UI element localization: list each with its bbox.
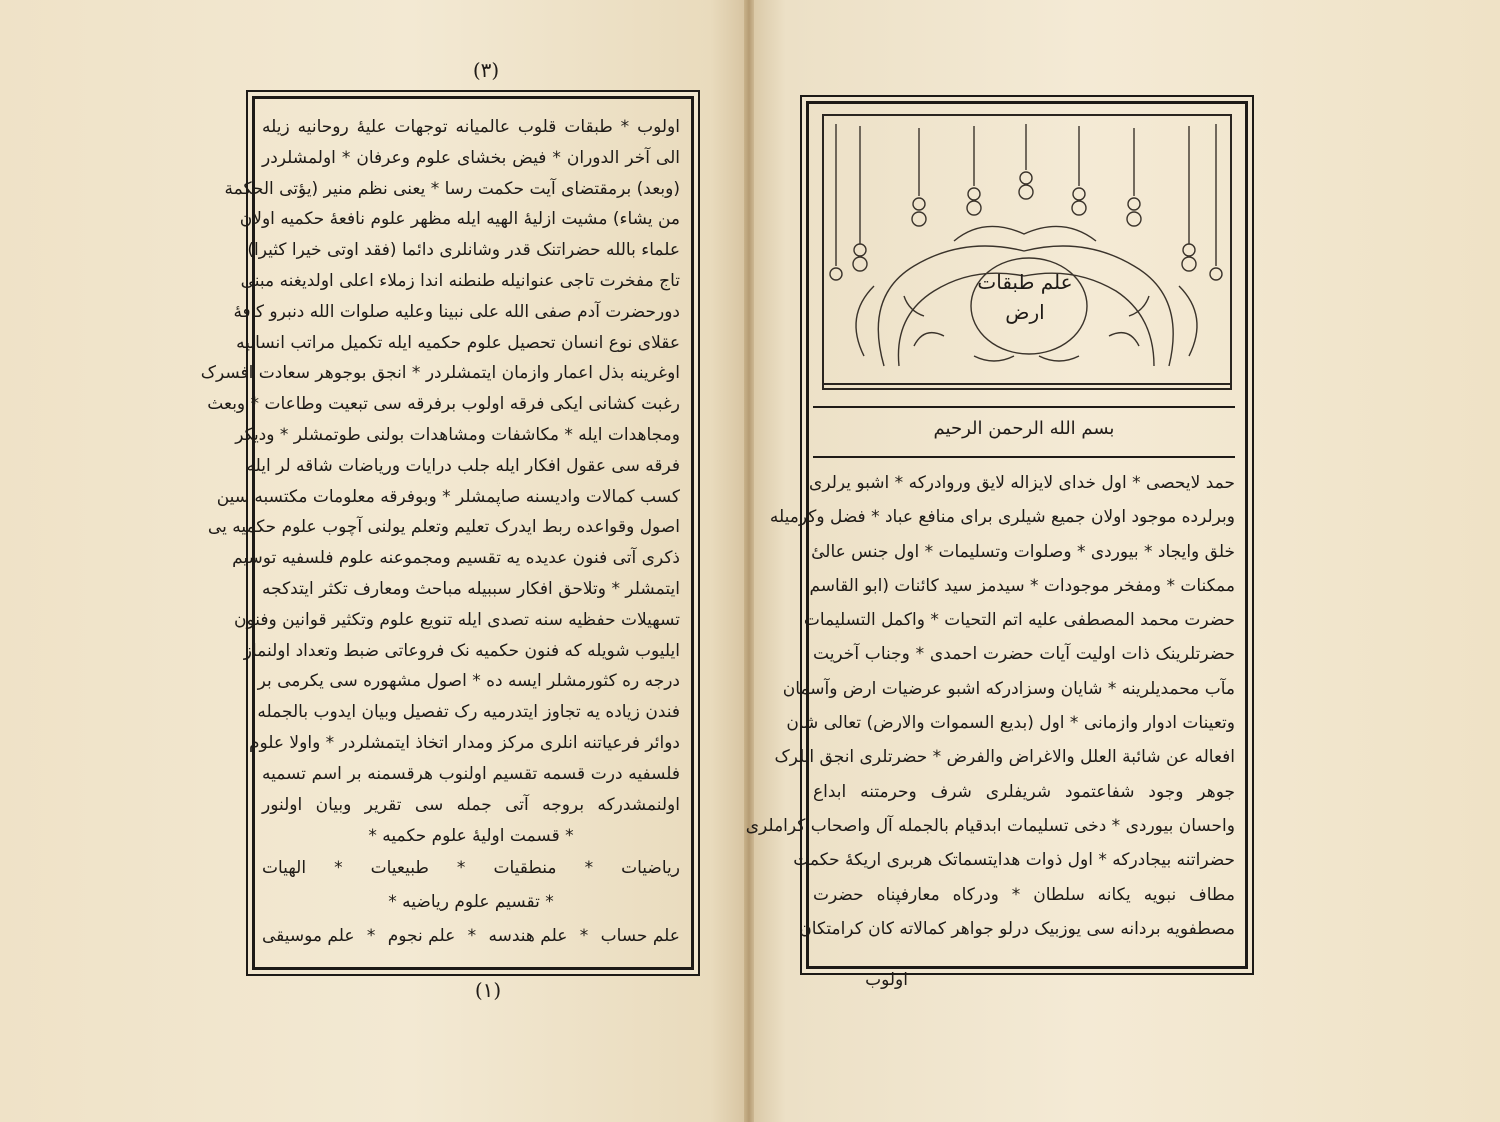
left-line: عقلای نوع انسان تحصیل علوم حکمیه ایله تکمیل مراتب انسانیه <box>236 332 680 353</box>
left-line: ذکری آتی فنون عدیده یه تقسیم ومجموعنه علوم فلسفیه توسیم <box>232 548 680 569</box>
cartouche-title: علم طبقات <box>977 270 1073 294</box>
basmala-top-rule <box>813 406 1235 408</box>
basmala-bottom-rule <box>813 456 1235 458</box>
right-line: مطاف نبویه یکانه سلطان * ودرکاه معارفپناه حضرت <box>813 884 1235 905</box>
left-line: ایلیوب شویله که فنون حکمیه نک فروعاتی ضبط وتعداد اولنماز <box>243 640 680 661</box>
right-line: وبرلرده موجود اولان جمیع شیلری برای منافع عباد * فضل وکرمیله <box>769 507 1235 528</box>
cartouche-subtitle: ارض <box>1005 300 1045 324</box>
left-line: اولنمشدرکه بروجه آتی جمله سی تقریر وبیان اولنور <box>262 794 680 815</box>
left-line: اوغرینه بذل اعمار وازمان ایتمشلردر * انجق بوجوهر سعادت افسرک <box>200 363 680 384</box>
row-item: ریاضیات <box>621 858 680 878</box>
right-line: واحسان بیوردی * دخی تسلیمات ابدقیام بالجمله آل واصحاب کراملری <box>745 815 1235 836</box>
row-separator: * <box>584 858 594 878</box>
left-line: علماء بالله حضراتنک قدر وشانلری دائما (فقد اوتی خیرا کثیرا) <box>247 240 680 261</box>
left-text-block <box>200 112 680 820</box>
sciences-row <box>262 858 680 886</box>
right-line: افعاله عن شائبة العلل والاغراض والفرض * حضرتلری انجق انلرک <box>774 747 1235 768</box>
left-line: کسب کمالات وادیسنه صاپمشلر * وبوفرقه معلومات مکتسبه سین <box>216 486 680 507</box>
right-line: حضراتنه بیجادرکه * اول ذوات هدایتسماتک هربری اریکهٔ حکمت <box>793 850 1235 871</box>
catchword: اولوب <box>865 970 908 990</box>
left-line: من یشاء) مشیت ازلیهٔ الهیه ایله مظهر علوم نافعهٔ حکمیه اولان <box>239 209 680 230</box>
right-line: جوهر وجود شفاعتمود شریفلری شرف وحرمتنه ابداع <box>813 781 1235 802</box>
right-text-block <box>745 466 1235 946</box>
row-item: علم حساب <box>600 926 680 946</box>
left-line: دوائر فرعیاتنه انلری مرکز ومدار اتخاذ ایتمشلردر * واولا علوم <box>248 732 680 753</box>
right-line: حضرتلرینک ذات اولیت آیات حضرت احمدی * وجناب آخریت <box>813 644 1235 665</box>
left-footer-page-number: (١) <box>474 978 502 1002</box>
row-separator: * <box>579 926 589 946</box>
floral-ornament-icon <box>824 116 1230 388</box>
row-separator: * <box>456 858 466 878</box>
book-gutter <box>744 0 754 1122</box>
left-line: ومجاهدات ایله * مکاشفات ومشاهدات بولنی طوتمشلر * ودیکر <box>235 424 680 445</box>
left-line: فلسفیه درت قسمه تقسیم اولنوب هرقسمنه بر اسم تسمیه <box>262 763 680 784</box>
left-line: دورحضرت آدم صفی الله علی نبینا وعلیه صلوات الله دنبرو کافهٔ <box>233 301 680 322</box>
left-section-heading: * قسمت اولیهٔ علوم حکمیه * <box>368 826 574 846</box>
title-ornament <box>822 114 1232 390</box>
row-item: منطقیات <box>493 858 557 878</box>
left-line: فرقه سی عقول افکار ایله جلب درایات وریاضات شاقه لر ایله <box>246 455 680 476</box>
right-line: مصطفویه بردانه سی یوزبیک درلو جواهر کمالاته کان کرامتکان <box>799 918 1235 939</box>
left-line: (وبعد) برمقتضای آیت حکمت رسا * یعنی نظم منیر (یؤتی الحکمة <box>224 178 680 199</box>
row-item: علم نجوم <box>387 926 456 946</box>
row-item: الهیات <box>262 858 307 878</box>
right-line: مآب محمدیلرینه * شایان وسزادرکه اشبو عرضیات ارض وآسمان <box>782 678 1235 699</box>
left-line: اصول وقواعده ربط ایدرک تعلیم وتعلم یولنی آچوب علوم حکمیه یی <box>207 517 680 538</box>
right-line: حضرت محمد المصطفی علیه اتم التحیات * واکمل التسلیمات <box>803 610 1235 631</box>
right-line: وتعینات ادوار وازمانی * اول (بدیع السموات والارض) تعالی شان <box>786 713 1235 734</box>
right-line: ممکنات * ومفخر موجودات * سیدمز سید کائنات (ابو القاسم <box>809 575 1235 596</box>
mathematics-row <box>262 926 680 954</box>
left-line: درجه ره کثورمشلر ایسه ده * اصول مشهوره سی یکرمی بر <box>257 671 680 692</box>
left-line: ایتمشلر * وتلاحق افکار سببیله مباحث ومعارف تکثر ایتدکجه <box>262 578 680 599</box>
left-header-page-number: (٣) <box>472 58 500 82</box>
row-item: علم موسیقی <box>262 926 355 946</box>
left-subsection-heading: * تقسیم علوم ریاضیه * <box>388 892 554 912</box>
row-separator: * <box>334 858 343 878</box>
right-line: حمد لایحصی * اول خدای لایزاله لایق وروادرکه * اشبو یرلری <box>809 473 1235 493</box>
right-line: خلق وایجاد * بیوردی * وصلوات وتسلیمات * اول جنس عالیٔ <box>811 541 1235 562</box>
left-line: فندن زیاده یه تجاوز ایتدرمیه رک تفصیل وبیان ایدوب بالجمله <box>257 702 680 723</box>
left-line: تسهیلات حفظیه سنه تصدی ایله تنویع علوم وتکثیر قوانین وفنون <box>234 609 680 630</box>
basmala: بسم الله الرحمن الرحیم <box>933 418 1115 439</box>
left-line: تاج مفخرت تاجی عنوانیله طنطنه اندا زملاء اعلی اولدیغنه مبنی <box>240 270 680 291</box>
left-line: رغبت کشانی ایکی فرقه اولوب برفرقه سی تبعیت وطاعات * وبعث <box>207 394 680 415</box>
left-line: اولوب * طبقات قلوب عالمیانه توجهات علیهٔ روحانیه زیله <box>262 117 680 137</box>
row-separator: * <box>366 926 376 946</box>
row-item: علم هندسه <box>488 926 568 946</box>
left-line: الی آخر الدوران * فیض بخشای علوم وعرفان * اولمشلردر <box>262 147 680 168</box>
row-separator: * <box>467 926 477 946</box>
row-item: طبیعیات <box>370 858 429 878</box>
